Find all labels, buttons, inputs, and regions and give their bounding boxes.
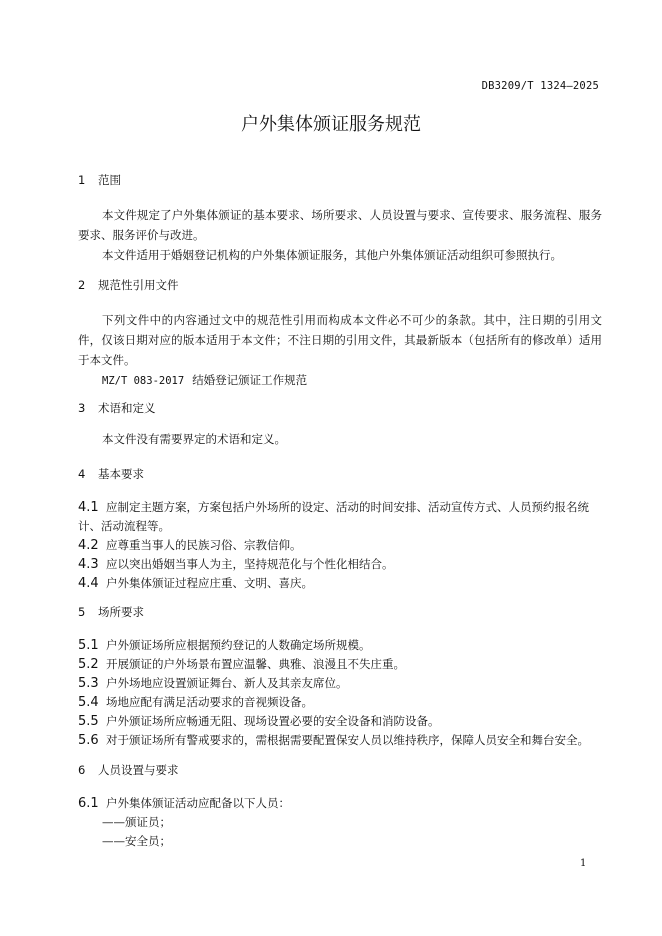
section-3-body [78,429,602,449]
section-number: 6 [78,763,86,777]
paragraph: 下列文件中的内容通过文中的规范性引用而构成本文件必不可少的条款。其中，注日期的引用文件，仅该日期对应的版本适用于本文件；不注日期的引用文件，其最新版本（包括所有的修改单）适用于本文件。 [78,313,602,367]
page-number: 1 [580,858,587,869]
normative-reference [78,370,602,391]
section-6-body [78,794,602,851]
clause-number: 5.4 [78,695,99,710]
clause-number: 5.2 [78,657,99,672]
clause-text: 应以突出婚姻当事人为主，坚持规范化与个性化相结合。 [106,557,394,571]
clause [78,693,602,712]
section-title: 范围 [98,173,121,187]
clause-text: 对于颁证场所有警戒要求的，需根据需要配置保安人员以维持秩序，保障人员安全和舞台安全。 [106,733,589,747]
clause-number: 5.6 [78,733,99,748]
clause-number: 4.2 [78,538,99,553]
clause [78,731,602,750]
standard-code: DB3209/T 1324—2025 [481,80,599,92]
reference-code: MZ/T 083-2017 [102,375,185,387]
clause-text: 户外场地应设置颁证舞台、新人及其亲友席位。 [106,676,348,690]
clause-text: 户外集体颁证过程应庄重、文明、喜庆。 [106,576,313,590]
clause-text: 应尊重当事人的民族习俗、宗教信仰。 [106,538,302,552]
section-4-heading [78,466,602,482]
paragraph: 本文件规定了户外集体颁证的基本要求、场所要求、人员设置与要求、宣传要求、服务流程、服务要求、服务评价与改进。 [78,208,602,242]
clause-number: 5.5 [78,714,99,729]
section-1-heading [78,172,602,188]
section-number: 5 [78,605,86,619]
clause-number: 4.4 [78,576,99,591]
section-title: 规范性引用文件 [98,278,179,292]
clause [78,636,602,655]
document-title: 户外集体颁证服务规范 [241,114,421,135]
section-5-body [78,636,602,750]
section-2-body [78,310,602,391]
section-number: 1 [78,173,86,187]
clause-number: 4.3 [78,557,99,572]
section-number: 3 [78,401,86,415]
clause-text: 户外集体颁证活动应配备以下人员： [106,796,290,810]
clause [78,555,602,574]
clause-number: 5.1 [78,638,99,653]
paragraph: 本文件适用于婚姻登记机构的户外集体颁证服务，其他户外集体颁证活动组织可参照执行。 [102,248,562,262]
list-item: ——颁证员； [102,815,171,829]
paragraph: 本文件没有需要界定的术语和定义。 [102,432,286,446]
section-2-heading [78,277,602,293]
reference-title: 结婚登记颁证工作规范 [192,373,308,387]
clause-text: 开展颁证的户外场景布置应温馨、典雅、浪漫且不失庄重。 [106,657,405,671]
clause [78,674,602,693]
clause-text: 户外颁证场所应畅通无阻、现场设置必要的安全设备和消防设备。 [106,714,440,728]
clause [78,655,602,674]
section-4-body [78,498,602,593]
section-title: 术语和定义 [98,401,156,415]
section-title: 人员设置与要求 [98,763,179,777]
clause [78,574,602,593]
clause [78,498,602,536]
clause-text: 应制定主题方案，方案包括户外场所的设定、活动的时间安排、活动宣传方式、人员预约报名统计、活动流程等。 [78,500,589,533]
clause [78,712,602,731]
section-1-body [78,205,602,265]
section-number: 2 [78,278,86,292]
clause [78,794,602,813]
clause [78,536,602,555]
clause-number: 6.1 [78,796,99,811]
section-number: 4 [78,467,86,481]
section-3-heading [78,400,602,416]
section-5-heading [78,604,602,620]
clause-number: 4.1 [78,500,99,515]
clause-text: 户外颁证场所应根据预约登记的人数确定场所规模。 [106,638,371,652]
section-title: 基本要求 [98,467,144,481]
list-item: ——安全员； [102,834,171,848]
clause-number: 5.3 [78,676,99,691]
section-title: 场所要求 [98,605,144,619]
section-6-heading [78,762,602,778]
clause-text: 场地应配有满足活动要求的音视频设备。 [106,695,313,709]
